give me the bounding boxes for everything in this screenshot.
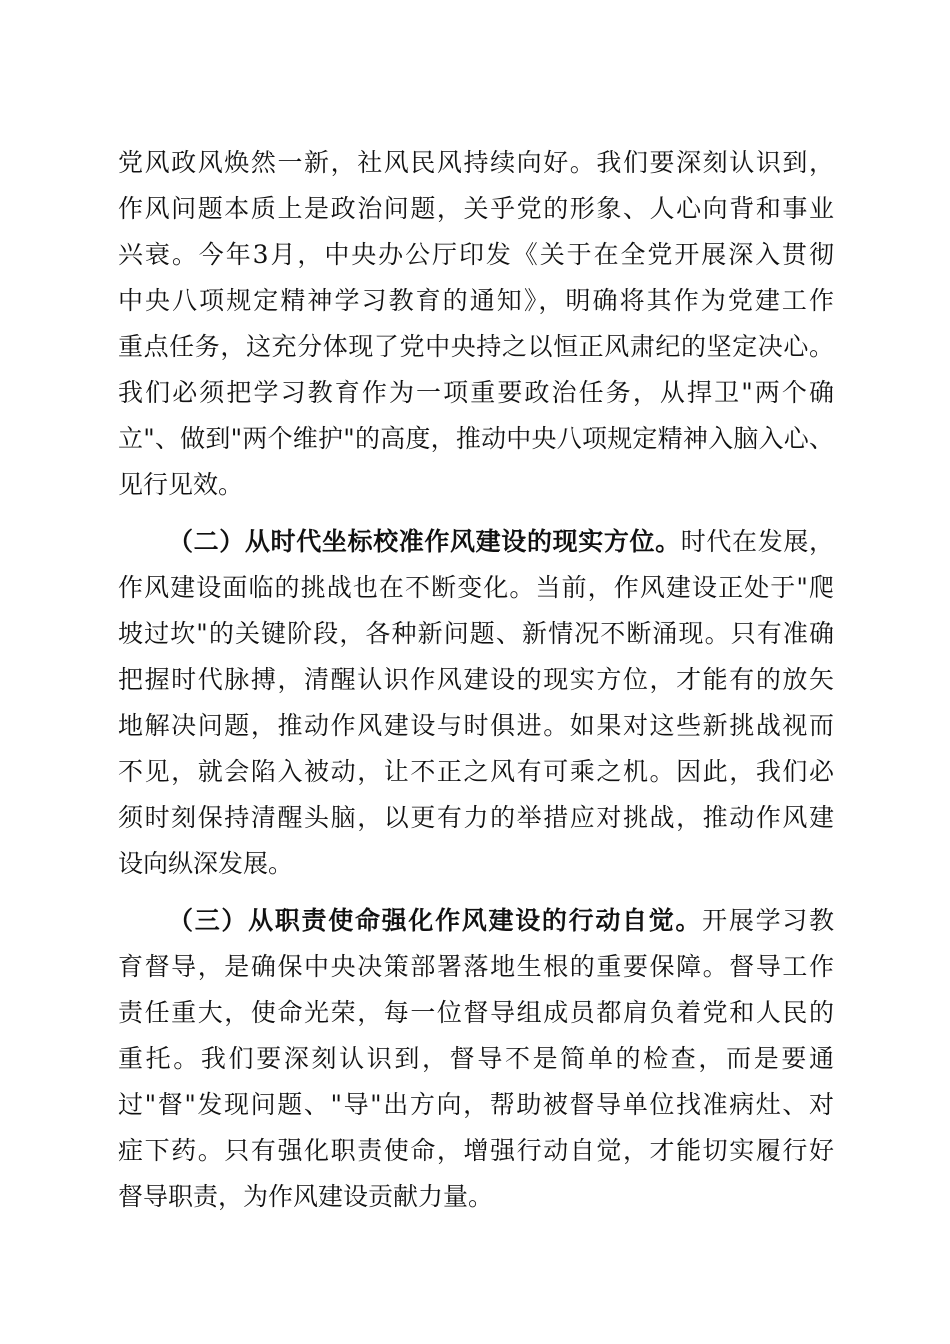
heading-continuation: 时代在发展，: [680, 527, 834, 556]
section-heading: （二）从时代坐标校准作风建设的现实方位。: [168, 527, 681, 556]
paragraph-1: [118, 140, 834, 508]
text-line: 作风建设面临的挑战也在不断变化。当前，作风建设正处于"爬: [118, 573, 834, 602]
text-line: 督导职责，为作风建设贡献力量。: [118, 1182, 494, 1211]
text-line: 须时刻保持清醒头脑，以更有力的举措应对挑战，推动作风建: [118, 803, 834, 832]
text-line: 地解决问题，推动作风建设与时俱进。如果对这些新挑战视而: [118, 711, 834, 740]
text-line: 重点任务，这充分体现了党中央持之以恒正风肃纪的坚定决心。: [118, 332, 834, 361]
text-line: 重托。我们要深刻认识到，督导不是简单的检查，而是要通: [118, 1044, 834, 1073]
text-line: 见行见效。: [118, 470, 244, 499]
text-line: 中央八项规定精神学习教育的通知》，明确将其作为党建工作: [118, 286, 834, 315]
text-line: 育督导，是确保中央决策部署落地生根的重要保障。督导工作: [118, 952, 834, 981]
text-line: 坡过坎"的关键阶段，各种新问题、新情况不断涌现。只有准确: [118, 619, 834, 648]
heading-continuation: 开展学习教: [702, 906, 834, 935]
text-line: 兴衰。今年3月，中央办公厅印发《关于在全党开展深入贯彻: [118, 240, 834, 269]
text-line: 不见，就会陷入被动，让不正之风有可乘之机。因此，我们必: [118, 757, 834, 786]
text-line: 把握时代脉搏，清醒认识作风建设的现实方位，才能有的放矢: [118, 665, 834, 694]
text-line: 党风政风焕然一新，社风民风持续向好。我们要深刻认识到，: [118, 148, 834, 177]
text-line: 责任重大，使命光荣，每一位督导组成员都肩负着党和人民的: [118, 998, 834, 1027]
text-line: 症下药。只有强化职责使命，增强行动自觉，才能切实履行好: [118, 1136, 834, 1165]
text-line: 过"督"发现问题、"导"出方向，帮助被督导单位找准病灶、对: [118, 1090, 834, 1119]
paragraph-3: [118, 898, 834, 1220]
document-body: [118, 140, 834, 1220]
text-line: 我们必须把学习教育作为一项重要政治任务，从捍卫"两个确: [118, 378, 834, 407]
text-line: 作风问题本质上是政治问题，关乎党的形象、人心向背和事业: [118, 194, 834, 223]
paragraph-2: [118, 519, 834, 887]
text-line: [118, 898, 834, 944]
section-heading: （三）从职责使命强化作风建设的行动自觉。: [168, 906, 703, 935]
text-line: 立"、做到"两个维护"的高度，推动中央八项规定精神入脑入心、: [118, 424, 834, 453]
text-line: 设向纵深发展。: [118, 849, 294, 878]
text-line: [118, 519, 834, 565]
